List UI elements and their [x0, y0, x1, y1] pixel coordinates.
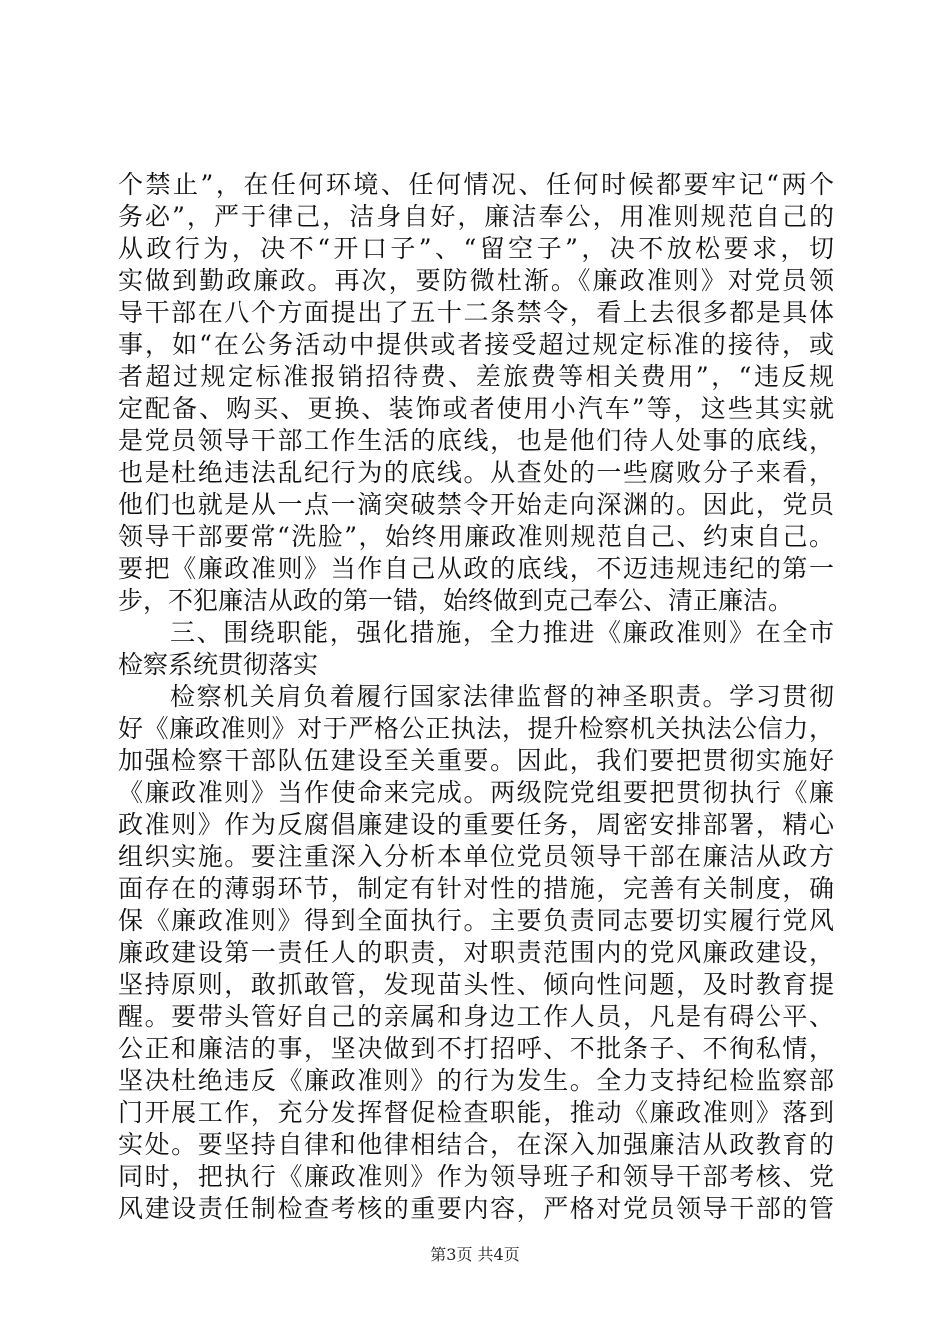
text-line: 步，不犯廉洁从政的第一错，始终做到克己奉公、清正廉洁。 — [118, 586, 794, 615]
text-line: 领导干部要常“洗脸”，始终用廉政准则规范自己、约束自己。 — [118, 522, 834, 551]
text-line: 要把《廉政准则》当作自己从政的底线，不迈违规违纪的第一 — [118, 554, 834, 583]
text-line: 同时，把执行《廉政准则》作为领导班子和领导干部考核、党 — [118, 1162, 834, 1191]
text-line: 面存在的薄弱环节，制定有针对性的措施，完善有关制度，确 — [118, 874, 834, 903]
text-line: 加强检察干部队伍建设至关重要。因此，我们要把贯彻实施好 — [118, 746, 834, 775]
text-line: 门开展工作，充分发挥督促检查职能，推动《廉政准则》落到 — [118, 1098, 834, 1127]
document-body — [118, 169, 834, 1225]
text-line: 也是杜绝违法乱纪行为的底线。从查处的一些腐败分子来看， — [118, 458, 834, 487]
text-line: 检察机关肩负着履行国家法律监督的神圣职责。学习贯彻 — [170, 682, 834, 711]
text-line: 实做到勤政廉政。再次，要防微杜渐。《廉政准则》对党员领 — [118, 266, 834, 295]
page-number-footer: 第3页 共4页 — [430, 1245, 520, 1264]
text-line: 实处。要坚持自律和他律相结合，在深入加强廉洁从政教育的 — [118, 1130, 834, 1159]
text-line: 定配备、购买、更换、装饰或者使用小汽车”等，这些其实就 — [118, 394, 834, 423]
text-line: 坚决杜绝违反《廉政准则》的行为发生。全力支持纪检监察部 — [118, 1066, 834, 1095]
text-line: 《廉政准则》当作使命来完成。两级院党组要把贯彻执行《廉 — [118, 778, 834, 807]
text-line: 他们也就是从一点一滴突破禁令开始走向深渊的。因此，党员 — [118, 490, 834, 519]
text-line: 组织实施。要注重深入分析本单位党员领导干部在廉洁从政方 — [118, 842, 834, 871]
section-heading: 三、围绕职能，强化措施，全力推进《廉政准则》在全市 — [170, 618, 834, 647]
text-line: 导干部在八个方面提出了五十二条禁令，看上去很多都是具体 — [118, 298, 834, 327]
text-line: 个禁止”，在任何环境、任何情况、任何时候都要牢记“两个 — [118, 170, 834, 199]
text-line: 政准则》作为反腐倡廉建设的重要任务，周密安排部署，精心 — [118, 810, 834, 839]
text-line: 保《廉政准则》得到全面执行。主要负责同志要切实履行党风 — [118, 906, 834, 935]
text-line: 者超过规定标准报销招待费、差旅费等相关费用”，“违反规 — [118, 362, 834, 391]
text-line: 坚持原则，敢抓敢管，发现苗头性、倾向性问题，及时教育提 — [118, 970, 834, 999]
text-line: 是党员领导干部工作生活的底线，也是他们待人处事的底线， — [118, 426, 834, 455]
text-line: 好《廉政准则》对于严格公正执法，提升检察机关执法公信力， — [118, 714, 834, 743]
text-line: 务必”，严于律己，洁身自好，廉洁奉公，用准则规范自己的 — [118, 202, 834, 231]
text-line: 醒。要带头管好自己的亲属和身边工作人员，凡是有碍公平、 — [118, 1002, 834, 1031]
text-line: 公正和廉洁的事，坚决做到不打招呼、不批条子、不徇私情， — [118, 1034, 834, 1063]
text-line: 事，如“在公务活动中提供或者接受超过规定标准的接待，或 — [118, 330, 834, 359]
text-line: 从政行为，决不“开口子”、“留空子”，决不放松要求，切 — [118, 234, 834, 263]
text-line: 廉政建设第一责任人的职责，对职责范围内的党风廉政建设， — [118, 938, 834, 967]
section-heading-continued: 检察系统贯彻落实 — [118, 650, 319, 679]
text-line: 风建设责任制检查考核的重要内容，严格对党员领导干部的管 — [118, 1194, 834, 1223]
